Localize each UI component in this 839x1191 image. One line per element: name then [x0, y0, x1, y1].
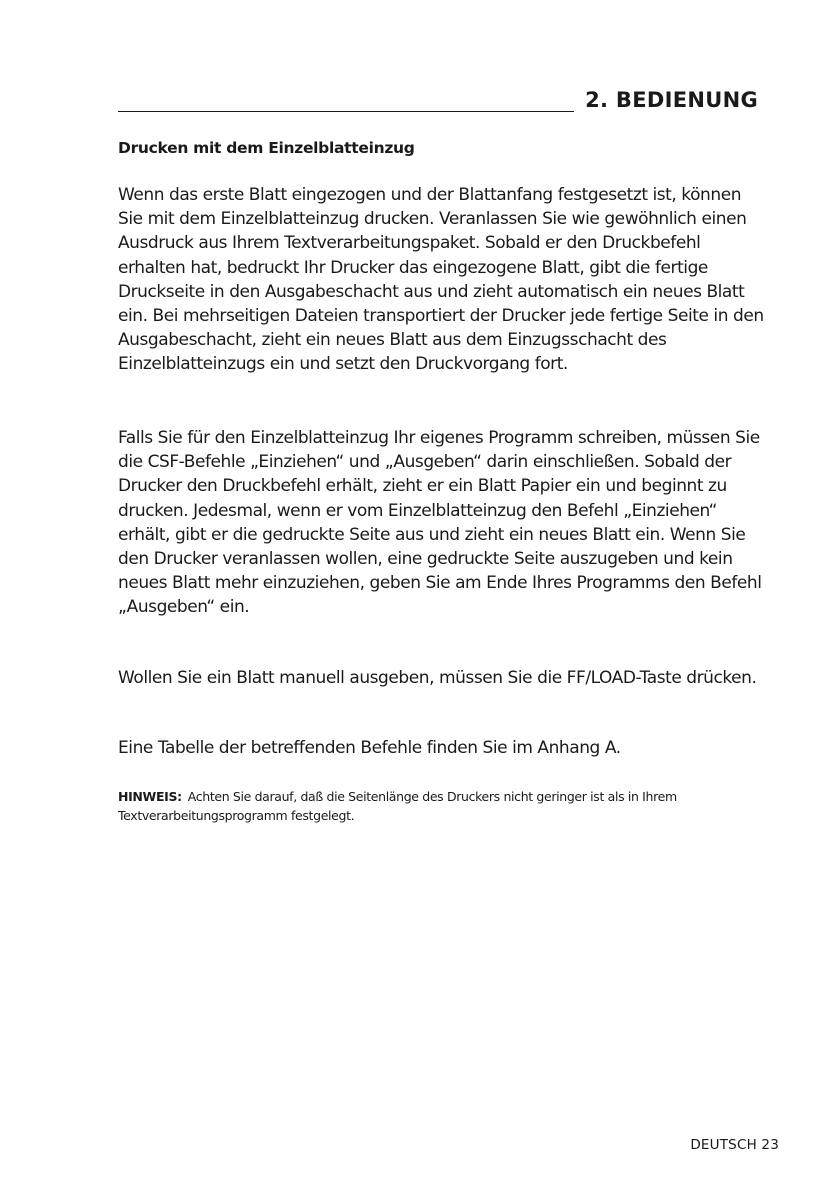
note-text: Achten Sie darauf, daß die Seitenlänge des Druckers nicht geringer ist als in Ihrem Textverarbeitungsprogramm festgelegt.: [118, 789, 677, 823]
paragraph-4: Eine Tabelle der betreffenden Befehle finden Sie im Anhang A.: [118, 738, 621, 758]
header-rule: [118, 111, 574, 112]
note-label: HINWEIS:: [118, 789, 182, 804]
section-heading: Drucken mit dem Einzelblatteinzug: [118, 139, 415, 157]
paragraph-2: Falls Sie für den Einzelblatteinzug Ihr eigenes Programm schreiben, müssen Sie die CSF-Befehle „Einziehen“ und „Ausgeben“ darin einschließen. Sobald der Drucker den Druckbefehl erhält, zieht er ein Blatt Papier ein und beginnt zu drucken. Jedesmal, wenn er vom Einzelblatteinzug den Befehl „Einziehen“ erhält, gibt er die gedruckte Seite aus und zieht ein neues Blatt ein. Wenn Sie den Drucker veranlassen wollen, eine gedruckte Seite auszugeben und kein neues Blatt mehr einzuziehen, geben Sie am Ende Ihres Programms den Befehl „Ausgeben“ ein.: [118, 428, 762, 618]
note: [118, 787, 778, 825]
chapter-title: 2. BEDIENUNG: [585, 88, 758, 112]
page-footer: DEUTSCH 23: [690, 1137, 779, 1153]
paragraph-3: Wollen Sie ein Blatt manuell ausgeben, müssen Sie die FF/LOAD-Taste drücken.: [118, 668, 757, 688]
paragraph-1: Wenn das erste Blatt eingezogen und der Blattanfang festgesetzt ist, können Sie mit dem Einzelblatteinzug drucken. Veranlassen Sie wie gewöhnlich einen Ausdruck aus Ihrem Textverarbeitungspaket. Sobald er den Druckbefehl erhalten hat, bedruckt Ihr Drucker das eingezogene Blatt, gibt die fertige Druckseite in den Ausgabeschacht aus und zieht automatisch ein neues Blatt ein. Bei mehrseitigen Dateien transportiert der Drucker jede fertige Seite in den Ausgabeschacht, zieht ein neues Blatt aus dem Einzugsschacht des Einzelblatteinzugs ein und setzt den Druckvorgang fort.: [118, 185, 764, 375]
